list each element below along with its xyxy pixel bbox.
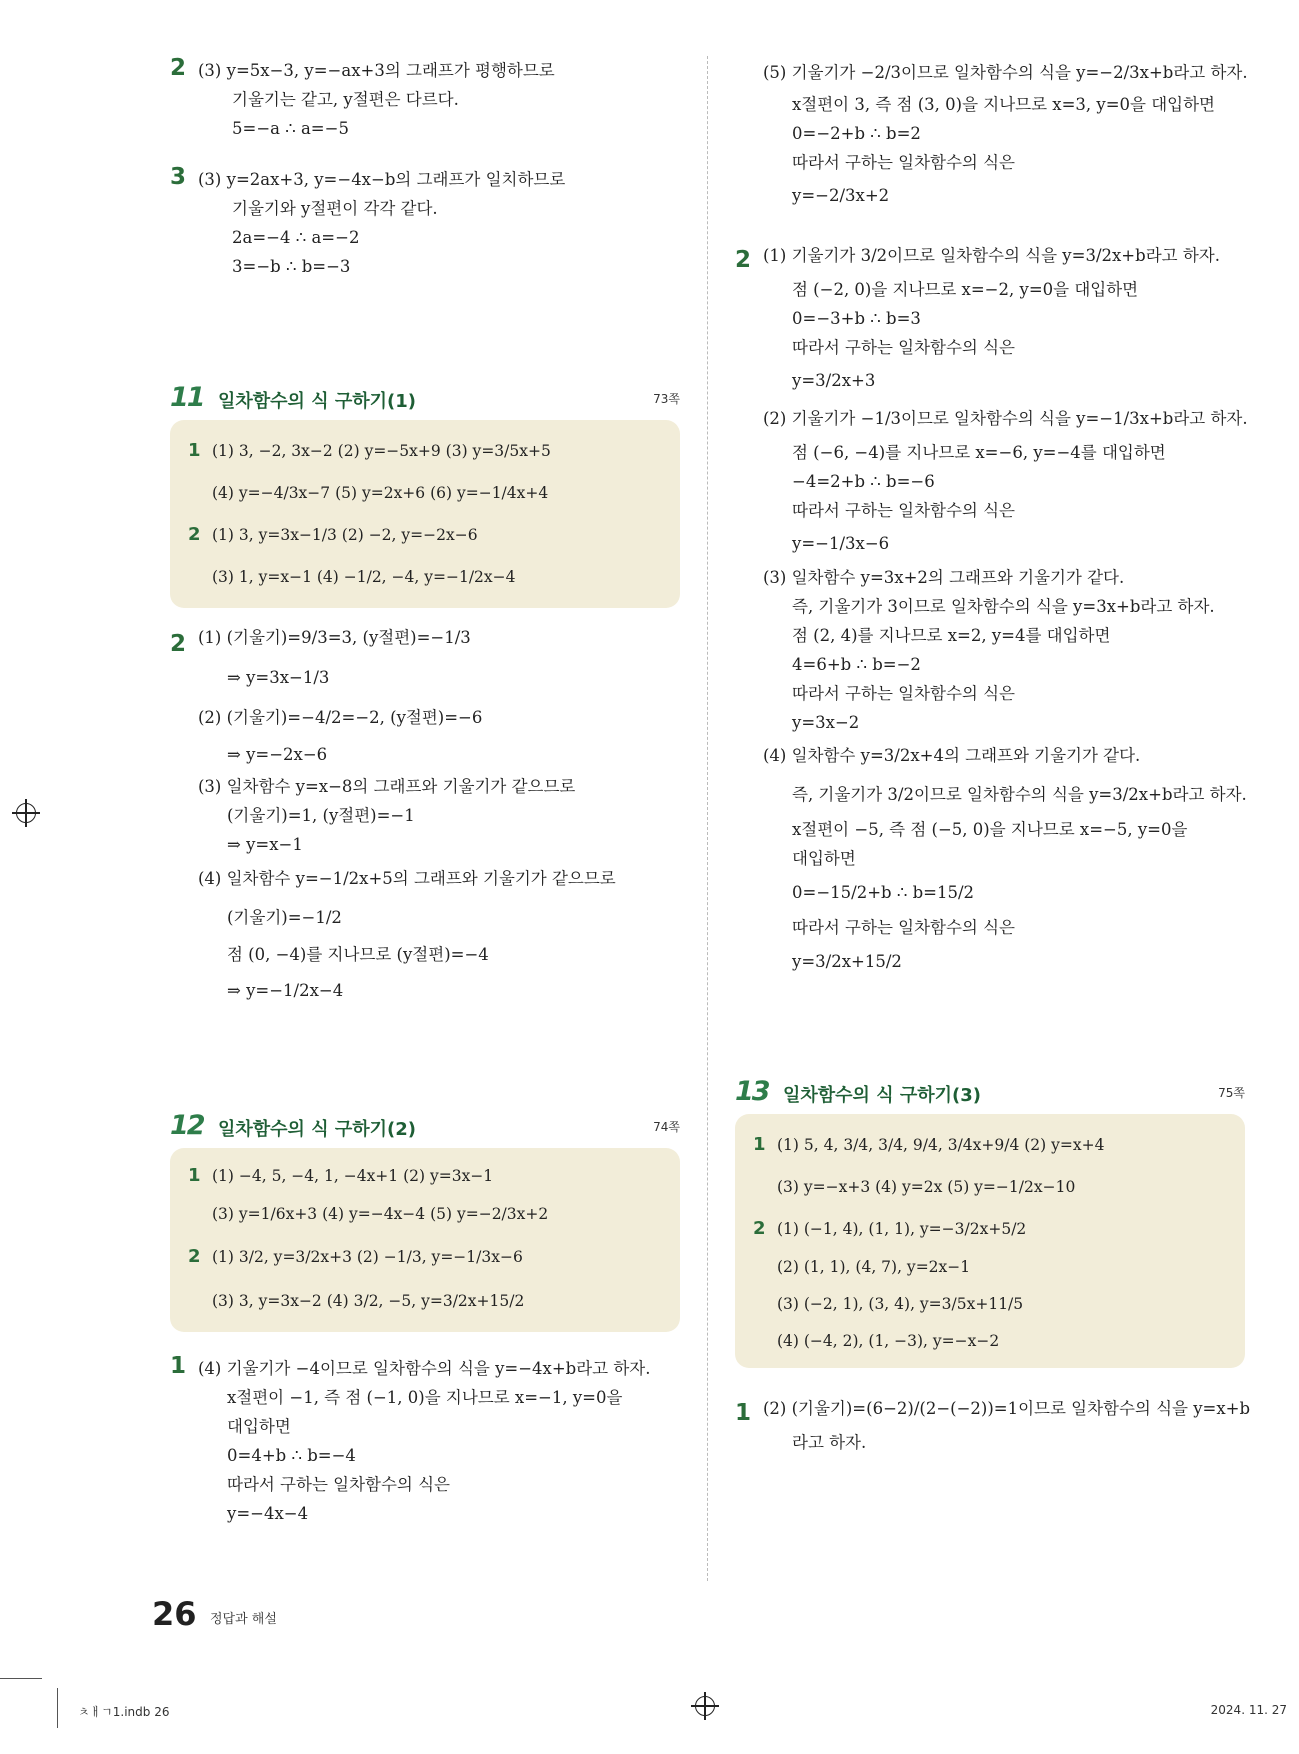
- text-line: 따라서 구하는 일차함수의 식은: [792, 153, 1015, 172]
- text-line: 대입하면: [792, 849, 856, 868]
- section-title: 일차함수의 식 구하기(3): [783, 1085, 982, 1106]
- problem-2-3: 2 (3) y=5x−3, y=−ax+3의 그래프가 평행하므로: [170, 55, 555, 81]
- footer-label: 정답과 해설: [210, 1612, 277, 1627]
- text-line: 따라서 구하는 일차함수의 식은: [792, 684, 1015, 703]
- page-number: 26: [152, 1595, 197, 1633]
- text-line: 점 (2, 4)를 지나므로 x=2, y=4를 대입하면: [792, 626, 1111, 645]
- answer-row: 2 (1) 3/2, y=3/2x+3 (2) −1/3, y=−1/3x−6: [188, 1246, 523, 1267]
- column-divider: [707, 56, 708, 1581]
- text-line: 0=4+b ∴ b=−4: [227, 1446, 356, 1465]
- text-line: 따라서 구하는 일차함수의 식은: [792, 338, 1015, 357]
- left-column: [170, 56, 680, 1528]
- file-date: 2024. 11. 27: [1210, 1703, 1287, 1717]
- answer-row: (2) (1, 1), (4, 7), y=2x−1: [777, 1258, 971, 1276]
- answer-row: (4) y=−4/3x−7 (5) y=2x+6 (6) y=−1/4x+4: [212, 484, 549, 502]
- text-line: (4) 일차함수 y=3/2x+4의 그래프와 기울기가 같다.: [763, 746, 1141, 765]
- section-title: 일차함수의 식 구하기(1): [218, 391, 417, 412]
- answer-row: 1 (1) 3, −2, 3x−2 (2) y=−5x+9 (3) y=3/5x+5: [188, 440, 551, 461]
- text-line: 대입하면: [227, 1417, 291, 1436]
- text-line: 따라서 구하는 일차함수의 식은: [227, 1475, 450, 1494]
- section-13-header: [735, 1076, 1245, 1110]
- text-line: 라고 하자.: [792, 1433, 867, 1452]
- text-line: 기울기와 y절편이 각각 같다.: [232, 199, 438, 218]
- text-line: (4) 일차함수 y=−1/2x+5의 그래프와 기울기가 같으므로: [198, 869, 616, 888]
- answer-box-12: [170, 1148, 680, 1332]
- text-line: y=3/2x+3: [792, 371, 876, 390]
- solution-12-line: 1 (4) 기울기가 −4이므로 일차함수의 식을 y=−4x+b라고 하자.: [170, 1353, 651, 1379]
- text-line: ⇒ y=−2x−6: [227, 745, 328, 764]
- answer-row: (3) y=1/6x+3 (4) y=−4x−4 (5) y=−2/3x+2: [212, 1205, 549, 1223]
- solution-13-line: 1 (2) (기울기)=(6−2)/(2−(−2))=1이므로 일차함수의 식을 y=x+b: [735, 1399, 1251, 1426]
- text-line: 0=−2+b ∴ b=2: [792, 124, 921, 143]
- answer-row: (3) 3, y=3x−2 (4) 3/2, −5, y=3/2x+15/2: [212, 1292, 525, 1310]
- solution-11-line: 2 (1) (기울기)=9/3=3, (y절편)=−1/3: [170, 628, 471, 657]
- text-line: (기울기)=1, (y절편)=−1: [227, 806, 415, 825]
- text-line: 따라서 구하는 일차함수의 식은: [792, 501, 1015, 520]
- text-line: 따라서 구하는 일차함수의 식은: [792, 918, 1015, 937]
- section-page: 75쪽: [1218, 1086, 1245, 1100]
- problem-number: 2: [170, 55, 187, 81]
- text-line: 즉, 기울기가 3/2이므로 일차함수의 식을 y=3/2x+b라고 하자.: [792, 785, 1247, 804]
- text-line: y=−2/3x+2: [792, 186, 890, 205]
- section-badge: 11: [170, 382, 204, 413]
- answer-row: 2 (1) 3, y=3x−1/3 (2) −2, y=−2x−6: [188, 524, 478, 545]
- text-line: 즉, 기울기가 3이므로 일차함수의 식을 y=3x+b라고 하자.: [792, 597, 1215, 616]
- answer-row: 1 (1) −4, 5, −4, 1, −4x+1 (2) y=3x−1: [188, 1165, 494, 1186]
- section-title: 일차함수의 식 구하기(2): [218, 1119, 417, 1140]
- text-line: (2) (기울기)=−4/2=−2, (y절편)=−6: [198, 708, 483, 727]
- text-line: x절편이 −1, 즉 점 (−1, 0)을 지나므로 x=−1, y=0을: [227, 1388, 623, 1407]
- section-badge: 13: [735, 1076, 769, 1107]
- text-line: −4=2+b ∴ b=−6: [792, 472, 935, 491]
- text-line: 점 (−6, −4)를 지나므로 x=−6, y=−4를 대입하면: [792, 443, 1166, 462]
- section-11-header: [170, 382, 680, 416]
- crop-mark: [0, 1678, 42, 1679]
- text-line: (3) 일차함수 y=3x+2의 그래프와 기울기가 같다.: [763, 568, 1125, 587]
- text-line: 4=6+b ∴ b=−2: [792, 655, 921, 674]
- answer-row: (3) 1, y=x−1 (4) −1/2, −4, y=−1/2x−4: [212, 568, 516, 586]
- section-page: 73쪽: [653, 392, 680, 406]
- text-line: 0=−15/2+b ∴ b=15/2: [792, 883, 975, 902]
- problem-3-3: 3 (3) y=2ax+3, y=−4x−b의 그래프가 일치하므로: [170, 164, 566, 190]
- text-line: 점 (0, −4)를 지나므로 (y절편)=−4: [227, 945, 489, 964]
- text-line: (3) 일차함수 y=x−8의 그래프와 기울기가 같으므로: [198, 777, 576, 796]
- right-column: [735, 56, 1251, 1457]
- text-line: (2) 기울기가 −1/3이므로 일차함수의 식을 y=−1/3x+b라고 하자.: [763, 409, 1248, 428]
- text-line: ⇒ y=3x−1/3: [227, 668, 330, 687]
- answer-row: (4) (−4, 2), (1, −3), y=−x−2: [777, 1332, 1000, 1350]
- text-line: 0=−3+b ∴ b=3: [792, 309, 921, 328]
- answer-row: (3) (−2, 1), (3, 4), y=3/5x+11/5: [777, 1295, 1024, 1313]
- registration-mark-icon: [16, 803, 36, 823]
- text-line: y=3/2x+15/2: [792, 952, 902, 971]
- text-line: (5) 기울기가 −2/3이므로 일차함수의 식을 y=−2/3x+b라고 하자.: [763, 63, 1248, 82]
- text-line: 2a=−4 ∴ a=−2: [232, 228, 360, 247]
- text-line: y=3x−2: [792, 713, 860, 732]
- text-line: y=−1/3x−6: [792, 534, 890, 553]
- answer-row: 2 (1) (−1, 4), (1, 1), y=−3/2x+5/2: [753, 1218, 1027, 1239]
- crop-mark: [57, 1688, 58, 1728]
- answer-box-13: [735, 1114, 1245, 1368]
- text-line: (기울기)=−1/2: [227, 908, 342, 927]
- answer-row: 1 (1) 5, 4, 3/4, 3/4, 9/4, 3/4x+9/4 (2) y=x+4: [753, 1134, 1105, 1155]
- text-line: x절편이 3, 즉 점 (3, 0)을 지나므로 x=3, y=0을 대입하면: [792, 95, 1215, 114]
- registration-mark-icon: [695, 1696, 715, 1716]
- section-page: 74쪽: [653, 1120, 680, 1134]
- text-line: 기울기는 같고, y절편은 다르다.: [232, 90, 459, 109]
- section-badge: 12: [170, 1110, 204, 1141]
- file-name: ㅊㅐㄱ1.indb 26: [78, 1705, 170, 1719]
- section-12-header: [170, 1110, 680, 1144]
- answer-row: (3) y=−x+3 (4) y=2x (5) y=−1/2x−10: [777, 1178, 1076, 1196]
- text-line: ⇒ y=x−1: [227, 835, 303, 854]
- problem-2: 2 (1) 기울기가 3/2이므로 일차함수의 식을 y=3/2x+b라고 하자.: [735, 246, 1220, 273]
- text-line: 5=−a ∴ a=−5: [232, 119, 349, 138]
- text-line: ⇒ y=−1/2x−4: [227, 981, 344, 1000]
- problem-number: 3: [170, 164, 187, 190]
- answer-box-11: [170, 420, 680, 608]
- text-line: 3=−b ∴ b=−3: [232, 257, 351, 276]
- text-line: y=−4x−4: [227, 1504, 309, 1523]
- text-line: 점 (−2, 0)을 지나므로 x=−2, y=0을 대입하면: [792, 280, 1139, 299]
- text-line: x절편이 −5, 즉 점 (−5, 0)을 지나므로 x=−5, y=0을: [792, 820, 1188, 839]
